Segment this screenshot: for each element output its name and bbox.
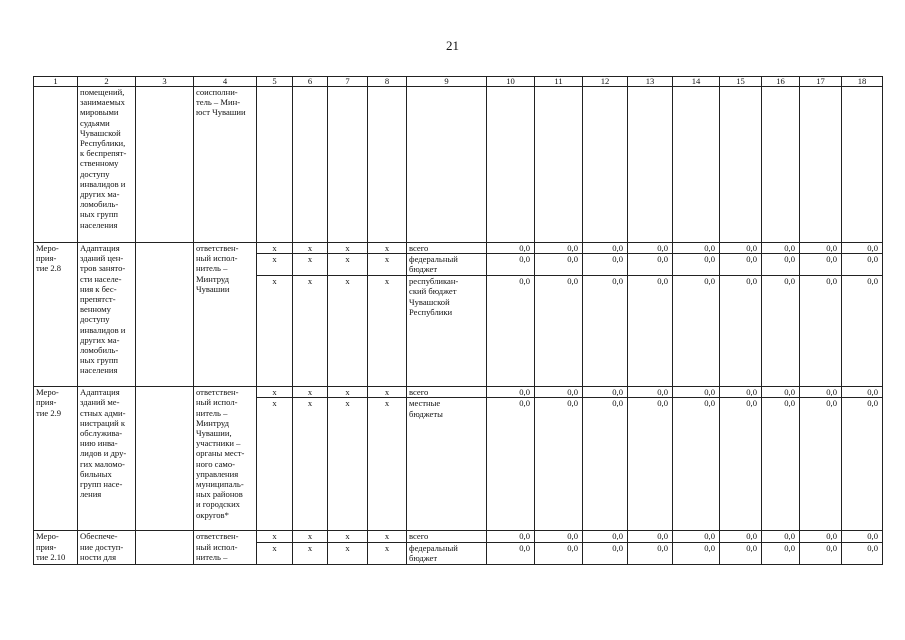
funding-source: федеральный бюджет xyxy=(407,254,487,276)
executor-cell: ответствен- ный испол- нитель – Минтруд Чувашии, участники – органы мест- ного само- управления муниципаль- ных районов и городских округов* xyxy=(194,387,257,531)
x-mark: x xyxy=(328,398,368,531)
value-cell: 0,0 xyxy=(673,254,720,276)
x-mark: x xyxy=(293,531,328,542)
value-cell: 0,0 xyxy=(628,243,673,254)
x-mark: x xyxy=(293,542,328,564)
x-mark: x xyxy=(368,531,407,542)
value-cell: 0,0 xyxy=(842,531,883,542)
x-mark: x xyxy=(293,398,328,531)
funding-source: всего xyxy=(407,243,487,254)
value-cell: 0,0 xyxy=(583,387,628,398)
x-mark: x xyxy=(368,243,407,254)
value-cell: 0,0 xyxy=(720,254,762,276)
value-cell: 0,0 xyxy=(628,542,673,564)
value-cell: 0,0 xyxy=(842,398,883,531)
value-cell: 0,0 xyxy=(628,398,673,531)
value-cell: 0,0 xyxy=(487,531,535,542)
value-cell: 0,0 xyxy=(673,531,720,542)
column-number: 13 xyxy=(628,77,673,87)
value-cell: 0,0 xyxy=(842,276,883,387)
value-cell: 0,0 xyxy=(535,542,583,564)
table-row xyxy=(34,531,883,542)
value-cell: 0,0 xyxy=(673,387,720,398)
value-cell: 0,0 xyxy=(720,542,762,564)
x-mark: x xyxy=(368,542,407,564)
column-number: 6 xyxy=(293,77,328,87)
x-mark: x xyxy=(328,243,368,254)
value-cell: 0,0 xyxy=(800,398,842,531)
executor-cell: ответствен- ный испол- нитель – xyxy=(194,531,257,564)
funding-source: федеральный бюджет xyxy=(407,542,487,564)
measure-description: Адаптация зданий ме- стных адми- нистраций к обслужива- нию инва- лидов и дру- гих маломо- бильных групп насе- ления xyxy=(78,387,136,531)
value-cell: 0,0 xyxy=(720,387,762,398)
x-mark: x xyxy=(368,254,407,276)
value-cell: 0,0 xyxy=(628,254,673,276)
column-number: 2 xyxy=(78,77,136,87)
x-mark: x xyxy=(328,542,368,564)
value-cell: 0,0 xyxy=(535,398,583,531)
x-mark: x xyxy=(257,531,293,542)
funding-source: всего xyxy=(407,531,487,542)
value-cell: 0,0 xyxy=(800,254,842,276)
table-cell xyxy=(136,87,194,243)
column-number: 4 xyxy=(194,77,257,87)
value-cell: 0,0 xyxy=(762,243,800,254)
x-mark: x xyxy=(328,387,368,398)
measure-description: помещений, занимаемых мировыми судьями Чувашской Республики, к беспрепят- ственному доступу инвалидов и других ма- ломобиль- ных групп населения xyxy=(78,87,136,243)
value-cell: 0,0 xyxy=(583,531,628,542)
measure-description: Адаптация зданий цен- тров занято- сти населе- ния к бес- препятст- венному доступу инвалидов и других ма- ломобиль- ных групп населения xyxy=(78,243,136,387)
value-cell: 0,0 xyxy=(800,243,842,254)
measure-description: Обеспече- ние доступ- ности для xyxy=(78,531,136,564)
value-cell: 0,0 xyxy=(535,387,583,398)
value-cell: 0,0 xyxy=(720,531,762,542)
executor-cell: соисполни- тель – Мин- юст Чувашии xyxy=(194,87,257,243)
value-cell: 0,0 xyxy=(720,276,762,387)
funding-source: всего xyxy=(407,387,487,398)
column-number: 10 xyxy=(487,77,535,87)
x-mark: x xyxy=(368,398,407,531)
executor-cell: ответствен- ный испол- нитель – Минтруд Чувашии xyxy=(194,243,257,387)
value-cell: 0,0 xyxy=(800,531,842,542)
funding-source: республикан- ский бюджет Чувашской Республики xyxy=(407,276,487,387)
column-number: 9 xyxy=(407,77,487,87)
value-cell: 0,0 xyxy=(762,398,800,531)
page-number: 21 xyxy=(446,38,459,53)
column-number: 8 xyxy=(368,77,407,87)
continuation-row xyxy=(34,87,883,243)
x-mark: x xyxy=(257,254,293,276)
value-cell: 0,0 xyxy=(842,254,883,276)
value-cell: 0,0 xyxy=(762,542,800,564)
column-number: 18 xyxy=(842,77,883,87)
x-mark: x xyxy=(328,531,368,542)
funding-source: местные бюджеты xyxy=(407,398,487,531)
value-cell: 0,0 xyxy=(583,398,628,531)
value-cell: 0,0 xyxy=(762,276,800,387)
value-cell: 0,0 xyxy=(762,531,800,542)
value-cell: 0,0 xyxy=(487,276,535,387)
value-cell: 0,0 xyxy=(800,276,842,387)
column-number: 16 xyxy=(762,77,800,87)
column-number-row xyxy=(34,77,883,87)
value-cell: 0,0 xyxy=(583,276,628,387)
value-cell: 0,0 xyxy=(583,254,628,276)
value-cell: 0,0 xyxy=(583,542,628,564)
column-number: 17 xyxy=(800,77,842,87)
x-mark: x xyxy=(328,276,368,387)
value-cell: 0,0 xyxy=(800,542,842,564)
x-mark: x xyxy=(293,276,328,387)
value-cell: 0,0 xyxy=(628,387,673,398)
value-cell: 0,0 xyxy=(842,387,883,398)
column-number: 3 xyxy=(136,77,194,87)
column-number: 12 xyxy=(583,77,628,87)
value-cell: 0,0 xyxy=(673,398,720,531)
value-cell: 0,0 xyxy=(487,542,535,564)
value-cell: 0,0 xyxy=(535,254,583,276)
x-mark: x xyxy=(257,387,293,398)
x-mark: x xyxy=(257,243,293,254)
value-cell: 0,0 xyxy=(673,276,720,387)
x-mark: x xyxy=(257,276,293,387)
table-cell xyxy=(136,387,194,531)
budget-table xyxy=(33,76,883,565)
measure-number: Меро- прия- тие 2.8 xyxy=(34,243,78,387)
column-number: 11 xyxy=(535,77,583,87)
value-cell: 0,0 xyxy=(842,243,883,254)
x-mark: x xyxy=(368,387,407,398)
x-mark: x xyxy=(368,276,407,387)
value-cell: 0,0 xyxy=(487,398,535,531)
value-cell: 0,0 xyxy=(535,531,583,542)
value-cell: 0,0 xyxy=(720,398,762,531)
x-mark: x xyxy=(293,387,328,398)
value-cell: 0,0 xyxy=(800,387,842,398)
value-cell: 0,0 xyxy=(720,243,762,254)
column-number: 5 xyxy=(257,77,293,87)
value-cell: 0,0 xyxy=(583,243,628,254)
table-row xyxy=(34,243,883,254)
table-cell xyxy=(136,531,194,564)
value-cell: 0,0 xyxy=(487,243,535,254)
value-cell: 0,0 xyxy=(762,387,800,398)
column-number: 15 xyxy=(720,77,762,87)
value-cell: 0,0 xyxy=(762,254,800,276)
measure-number: Меро- прия- тие 2.9 xyxy=(34,387,78,531)
table-cell xyxy=(136,243,194,387)
table-cell xyxy=(34,87,78,243)
value-cell: 0,0 xyxy=(673,542,720,564)
value-cell: 0,0 xyxy=(628,276,673,387)
value-cell: 0,0 xyxy=(842,542,883,564)
measure-number: Меро- прия- тие 2.10 xyxy=(34,531,78,564)
value-cell: 0,0 xyxy=(487,254,535,276)
x-mark: x xyxy=(293,254,328,276)
value-cell: 0,0 xyxy=(535,243,583,254)
column-number: 14 xyxy=(673,77,720,87)
x-mark: x xyxy=(293,243,328,254)
column-number: 7 xyxy=(328,77,368,87)
table-row xyxy=(34,387,883,398)
value-cell: 0,0 xyxy=(487,387,535,398)
value-cell: 0,0 xyxy=(673,243,720,254)
column-number: 1 xyxy=(34,77,78,87)
value-cell: 0,0 xyxy=(628,531,673,542)
x-mark: x xyxy=(257,542,293,564)
value-cell: 0,0 xyxy=(535,276,583,387)
x-mark: x xyxy=(328,254,368,276)
x-mark: x xyxy=(257,398,293,531)
